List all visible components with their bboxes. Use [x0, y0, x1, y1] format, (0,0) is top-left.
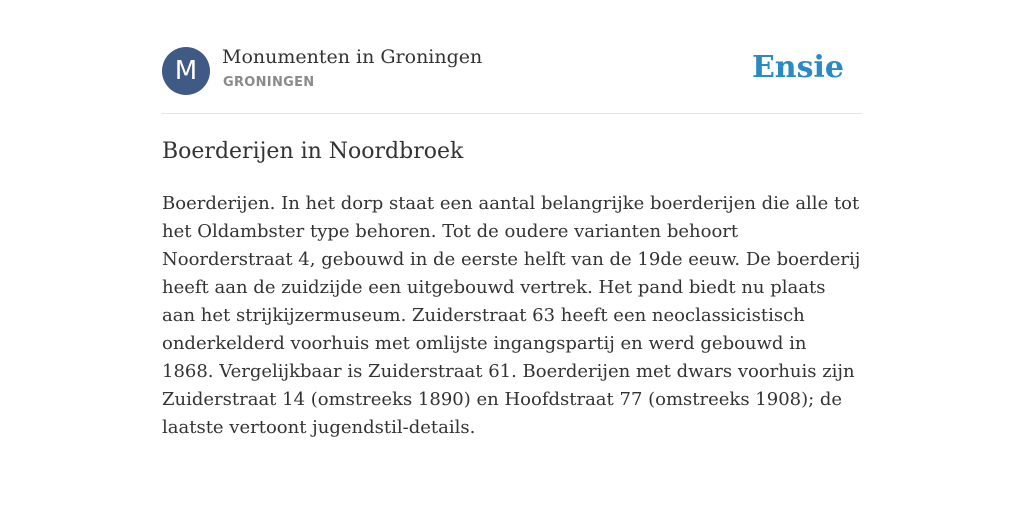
- brand-logo[interactable]: Ensie: [751, 50, 844, 85]
- avatar[interactable]: M: [162, 47, 210, 95]
- source-header: [162, 0, 862, 114]
- page-title: Boerderijen in Noordbroek: [162, 139, 464, 164]
- page-container: [162, 0, 862, 438]
- source-title[interactable]: Monumenten in Groningen: [222, 46, 483, 68]
- article-body: Boerderijen. In het dorp staat een aantal belangrijke boerderijen die alle tot het Oldambster type behoren. Tot de oudere varianten behoort Noorderstraat 4, gebouwd in de eerste helft van de 19de eeuw. De boerderij heeft aan de zuidzijde een uitgebouwd vertrek. Het pand biedt nu plaats aan het strijkijzermuseum. Zuiderstraat 63 heeft een neoclassicistisch onderkelderd voorhuis met omlijste ingangspartij en werd gebouwd in 1868. Vergelijkbaar is Zuiderstraat 61. Boerderijen met dwars voorhuis zijn Zuiderstraat 14 (omstreeks 1890) en Hoofdstraat 77 (omstreeks 1908); de laatste vertoont jugendstil-details.: [162, 193, 861, 438]
- source-subtitle: GRONINGEN: [223, 75, 315, 90]
